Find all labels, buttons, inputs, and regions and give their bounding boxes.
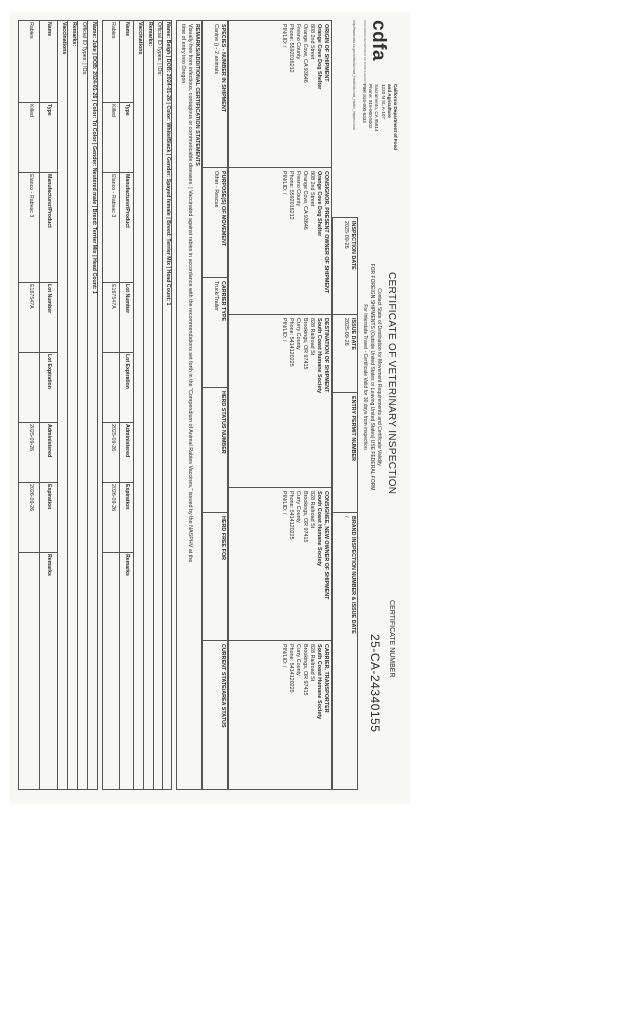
animal-2-remarks: Remarks: (71, 22, 77, 47)
remarks-text: REMARKS/ADDITIONAL CERTIFICATION STATEMENTS Visually free from infectious, contagious or communicable diseases. | Vaccinated against rabies in accordance with the recommendations set forth in the "Compendium of Animal Rabies Vaccines," issued by the NASPHV at the time of entry into Oregon. (179, 24, 200, 563)
herd-free-for: HERD FREE FOR (220, 516, 226, 561)
animal-1-summary: Name: Beigh | DOB: 2024-01-26 | Color: White/Black | Gender: Spayed female | Breed: Terrier Mix | Head Count: 1 (165, 22, 171, 306)
animal-2-block (18, 20, 98, 790)
animal-2-summary: Name: Juke | DOB: 2024-01-26 | Color: Tri Color | Gender: Neutered male | Breed: Terrier Mix | Head Count: 1 (91, 22, 97, 294)
carrier-transporter: CARRIER, TRANSPORTER South Coast Humane Society 828 Railroad St Brookings, OR 97415 Curry County Phone: 5414120225 PIN/LID: / (280, 644, 329, 720)
certificate-title: CERTIFICATE OF VETERINARY INSPECTION (386, 272, 397, 495)
subtitle-1: Contact State of Destination for Movement Requirements and Certificate Validity (376, 288, 382, 466)
purpose-of-movement: PURPOSE(S) OF MOVEMENT Other - Rescue (212, 171, 226, 247)
certificate-number: 25-CA-24340155 (368, 634, 382, 733)
agency-address: California Department of Food and Agriculture 1220 N St, A-107 Sacramento, CA 95814 Phone: 916-900-5002 Fax: 916-900-5333 (362, 84, 398, 151)
cdfa-logo: cdfa (368, 20, 389, 62)
consignor: CONSIGNOR, PRESENT OWNER OF SHIPMENT Orange Cove Dog Shelter 808 2nd Street Orange Cove, CA 93646 Fresno County Phone: 5592016212 PIN/LID: / (280, 171, 329, 294)
animal-1-official-ids: Official ID Types: | IDs: (156, 22, 162, 76)
animal-2-vaccinations-label: Vaccinations (61, 22, 67, 55)
subtitle-2: FOR FOREIGN SHIPMENTS (Outside United States or Leaving United States) USE FEDERAL FORM (369, 263, 375, 491)
inspection-date: INSPECTION DATE 2025-09-26 (342, 221, 356, 270)
animal-2-official-ids: Official ID Types: | IDs: (81, 22, 87, 76)
brand-inspection: BRAND INSPECTION NUMBER & ISSUE DATE / (342, 516, 356, 634)
certificate-number-label: CERTIFICATE NUMBER (388, 600, 395, 678)
agency-url: http://www.cdfa.ca.gov/ahfss/Animal_Health/Animal_Health_Imports.html (352, 20, 356, 130)
certificate-document: cdfa CALIFORNIA DEPARTMENT OF FOOD & AGRICULTURE California Department of Food and Agriculture 1220 N St, A-107 Sacramento, CA 95814 Phone: 916-900-5002 Fax: 916-900-5333 http://www.cdfa.ca.gov/ahfss/Animal_Health/Animal_Health_Imports.html CERTIFICATE OF VETERINARY INSPECTION Contact State of Destination for Movement Requirements and Certificate Validity FOR FOREIGN SHIPMENTS (Outside United States or Leaving United States) USE FEDERAL FORM For Interstate Travel - Certificate Valid for 30 days from inspection CERTIFICATE NUMBER 25-CA-24340155 INSPECTION DATE 2025-09-26 ISSUE DATE 2025-09-26 ENTRY PERMIT NUMBER BRAND INSPECTION NUMBER & ISSUE DATE / ORIGIN OF SHIPMENT Orange Cove Dog Shelter 808 2nd Street Orange Cove, CA 93646 Fresno County Phone: 5592016212 PIN/LID: / CONSIGNOR, PRESENT OWNER OF SHIPMENT Orange Cove Dog Shelter 808 2nd Street Orange Cove, CA 93646 Fresno County Phone: 5592016212 PIN/LID: / DESTINATION OF SHIPMENT South Coast Humane Society 828 Railroad St Brookings, OR 97415 Curry County Phone: 5414120225 PIN/LID: / CONSIGNEE, NEW OWNER OF SHIPMENT South Coast Humane Society 828 Railroad St Brookings, OR 97415 Curry County Phone: 5414120225 PIN/LID: / CARRIER, TRANSPORTER South Coast Humane Society 828 Railroad St Brookings, OR 97415 Curry County Phone: 5414120225 PIN/LID: / SPECIES - NUMBER IN SHIPMENT Canine () - 2 animals PURPOSE(S) OF MOVEMENT Other - Rescue CARRIER TYPE Truck/Trailer HERD STATUS NUMBER HERD FREE FOR CURRENT STATE/AREA STATUS REMARKS/ADDITIONAL CERTIFICATION STATEMENTS Visually free from infectious, contagious or communicable diseases. | Vaccinated against rabies in accordance with the recommendations set forth in the "Compendium of Animal Rabies Vaccines," issued by the NASPHV at the time of entry into Oregon. Name: Beigh | DOB: 2024-01-26 | Color: White/Black | Gender: Spayed female | Breed: Terrier Mix | Head Count: 1 Official ID Types: | IDs: Remarks: Vaccinations Name Type Manufacturer/Product Lot Number Lot Expiration Administered Expiration Remarks Rabies Killed Elanco - Rabvac 3 E167547A 2025-09-26 2026-09-26 Name: Juke | DOB: 2024-01-26 | Color: Tri Color | Gender: Neutered male | Breed: Terrier Mix | Head Count: 1 Official ID Types: | IDs: Remarks: Vaccinations Name Type Manufacturer/Product Lot Number Lot Expiration Administered Expiration Remarks Rabies Killed Elanco - Rabvac 3 E167547A 2025-09-26 2026-09-26 (10, 12, 410, 804)
species-count: SPECIES - NUMBER IN SHIPMENT Canine () - 2 animals (212, 24, 226, 113)
subtitle-3: For Interstate Travel - Certificate Valid for 30 days from inspection (362, 304, 368, 450)
state-area-status: CURRENT STATE/AREA STATUS (220, 644, 226, 728)
destination-of-shipment: DESTINATION OF SHIPMENT South Coast Humane Society 828 Railroad St Brookings, OR 97415 Curry County Phone: 5414120225 PIN/LID: / (280, 318, 329, 394)
animal-1-remarks: Remarks: (147, 22, 153, 47)
scanned-page (10, 12, 410, 804)
origin-of-shipment: ORIGIN OF SHIPMENT Orange Cove Dog Shelter 808 2nd Street Orange Cove, CA 93646 Fresno County Phone: 5592016212 PIN/LID: / (280, 24, 329, 90)
carrier-type: CARRIER TYPE Truck/Trailer (212, 281, 226, 322)
entry-permit: ENTRY PERMIT NUMBER (350, 396, 356, 461)
issue-date: ISSUE DATE 2025-09-26 (342, 318, 356, 350)
herd-status: HERD STATUS NUMBER (220, 391, 226, 454)
logo-subtitle: CALIFORNIA DEPARTMENT OF FOOD & AGRICULTURE (363, 20, 367, 93)
consignee: CONSIGNEE, NEW OWNER OF SHIPMENT South Coast Humane Society 828 Railroad St Brookings, OR 97415 Curry County Phone: 5414120225 PIN/LID: / (280, 491, 329, 600)
animal-1-vaccinations-label: Vaccinations (137, 22, 143, 55)
